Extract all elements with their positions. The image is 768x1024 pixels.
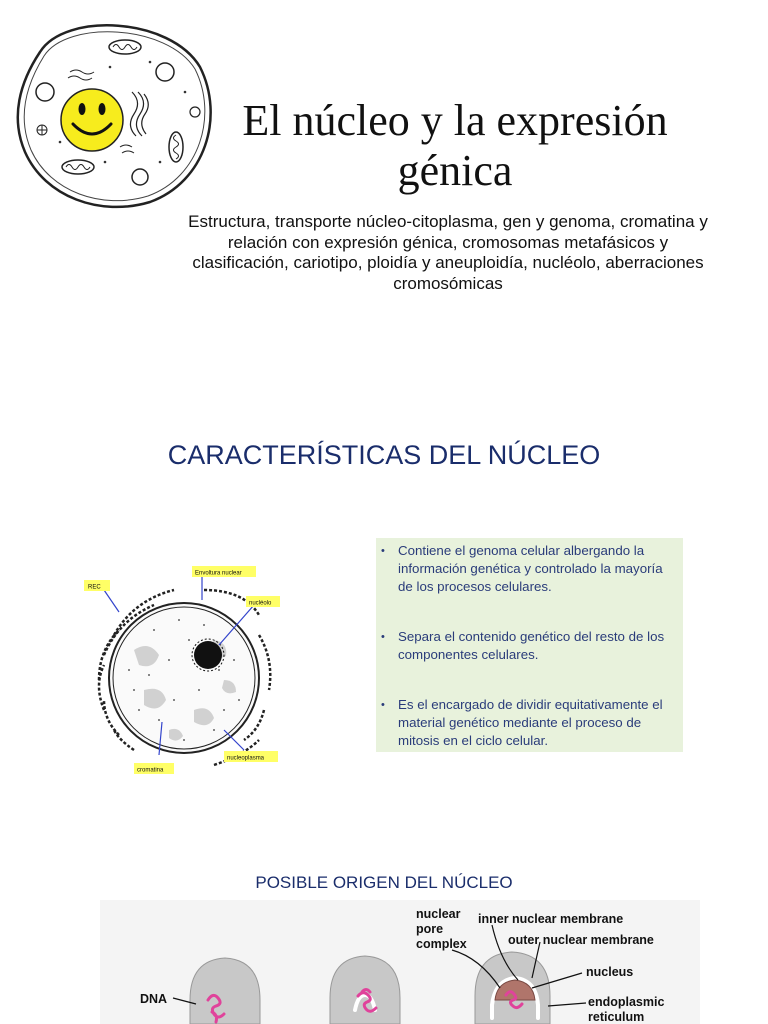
label-nucleoplasma bbox=[224, 751, 278, 762]
characteristics-list bbox=[376, 538, 683, 752]
svg-text:Envoltura nuclear: Envoltura nuclear bbox=[195, 570, 242, 577]
subtitle: Estructura, transporte núcleo-citoplasma, gen y genoma, cromatina y relación con expresión génica, cromosomas metafásicos y clasificación, cariotipo, ploidía y aneuploidía, nucléolo, aberraciones cromosómicas bbox=[188, 212, 708, 293]
mitochondrion-icon bbox=[169, 132, 183, 162]
label-nucleus: nucleus bbox=[586, 965, 634, 979]
label-cromatina bbox=[134, 763, 174, 774]
mitochondrion-icon bbox=[109, 40, 141, 54]
smiley-face-icon bbox=[61, 89, 123, 151]
label-nucleolo bbox=[246, 596, 280, 607]
label-outer-nuclear-membrane: outer nuclear membrane bbox=[508, 933, 654, 947]
mitochondrion-icon bbox=[62, 160, 94, 174]
label-inner-nuclear-membrane: inner nuclear membrane bbox=[478, 912, 624, 926]
origin-heading: POSIBLE ORIGEN DEL NÚCLEO bbox=[255, 873, 513, 892]
cell-illustration bbox=[10, 12, 220, 212]
label-er-line: endoplasmic bbox=[588, 995, 665, 1009]
label-nuclear-pore-complex-line: nuclear bbox=[416, 907, 461, 921]
label-er-line: reticulum bbox=[588, 1010, 645, 1024]
svg-text:nucléolo: nucléolo bbox=[249, 600, 272, 607]
label-dna: DNA bbox=[140, 992, 168, 1006]
page-title: El núcleo y la expresión génica bbox=[242, 96, 668, 195]
label-nuclear-pore-complex-line: pore bbox=[416, 922, 444, 936]
list-item: • Separa el contenido genético del resto de los componentes celulares. bbox=[381, 629, 665, 662]
label-envoltura-nuclear bbox=[192, 566, 256, 577]
section-heading: CARACTERÍSTICAS DEL NÚCLEO bbox=[167, 440, 601, 470]
nucleus-diagram bbox=[74, 560, 296, 778]
svg-text:REC: REC bbox=[88, 584, 101, 591]
label-nuclear-pore-complex-line: complex bbox=[416, 937, 467, 951]
svg-text:cromatina: cromatina bbox=[137, 767, 164, 774]
nucleus-origin-diagram bbox=[100, 900, 700, 1024]
label-rec bbox=[84, 580, 110, 591]
list-item: • Contiene el genoma celular albergando la información genética y controlado la mayoría de los procesos celulares. bbox=[381, 543, 663, 594]
list-item: • Es el encargado de dividir equitativamente el material genético mediante el proceso de mitosis en el ciclo celular. bbox=[381, 697, 663, 748]
svg-text:nucleoplasma: nucleoplasma bbox=[227, 755, 265, 762]
centriole-icon bbox=[37, 125, 47, 135]
